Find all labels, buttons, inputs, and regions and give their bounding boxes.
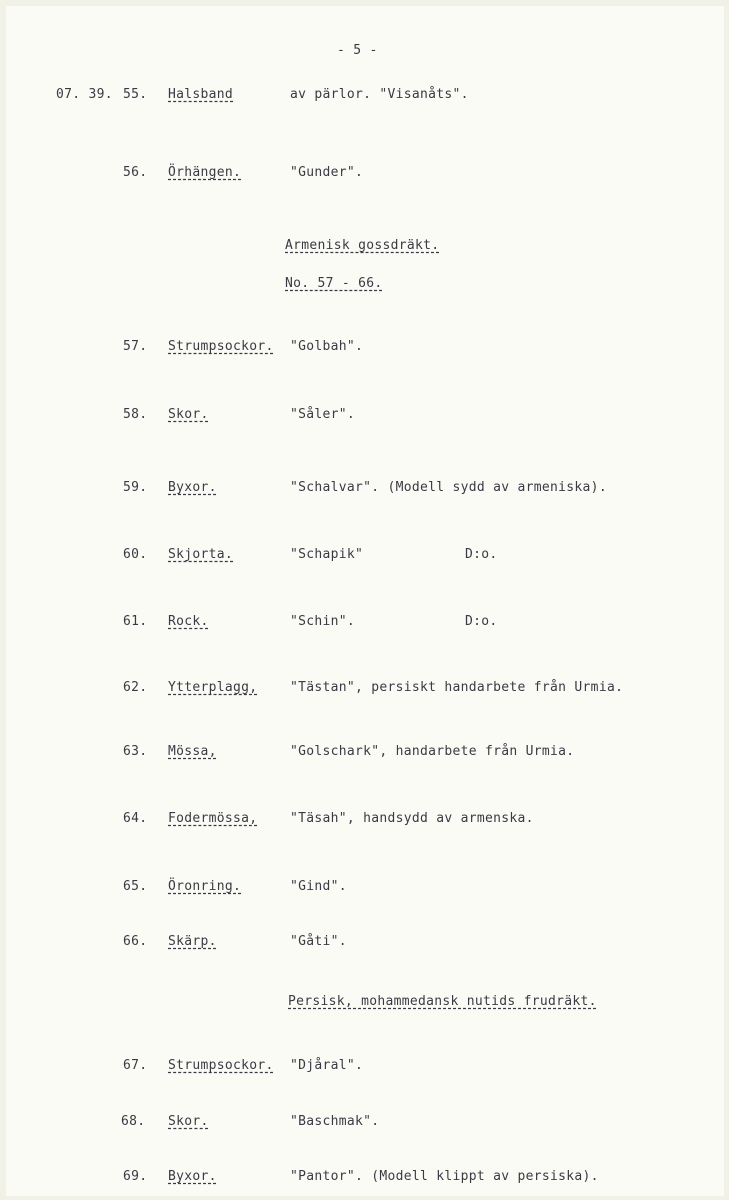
entry-number: 59. bbox=[123, 480, 148, 495]
entry-item: Rock. bbox=[168, 614, 209, 629]
entry-number: 65. bbox=[123, 879, 148, 894]
document-page bbox=[6, 6, 724, 1196]
entry-item: Ytterplagg, bbox=[168, 680, 258, 695]
entry-description: "Täsah", handsydd av armenska. bbox=[290, 811, 534, 826]
entry-item: Skjorta. bbox=[168, 547, 234, 562]
entry-number: 64. bbox=[123, 811, 148, 826]
page-number: - 5 - bbox=[337, 43, 378, 58]
section-heading-persian: Persisk, mohammedansk nutids frudräkt. bbox=[288, 994, 597, 1009]
entry-description: av pärlor. "Visanåts". bbox=[290, 87, 469, 102]
entry-description: "Golschark", handarbete från Urmia. bbox=[290, 744, 575, 759]
section-range: No. 57 - 66. bbox=[285, 276, 383, 291]
entry-item: Skärp. bbox=[168, 934, 217, 949]
catalog-prefix: 07. 39. bbox=[56, 87, 113, 102]
entry-item: Strumpsockor. bbox=[168, 339, 274, 354]
entry-item: Fodermössa, bbox=[168, 811, 258, 826]
entry-number: 67. bbox=[123, 1058, 148, 1073]
entry-description: "Schapik" bbox=[290, 547, 364, 562]
entry-description: "Gåti". bbox=[290, 934, 347, 949]
entry-description: "Pantor". (Modell klippt av persiska). bbox=[290, 1169, 599, 1184]
entry-description: "Golbah". bbox=[290, 339, 364, 354]
entry-note: D:o. bbox=[465, 547, 498, 562]
entry-description: "Gind". bbox=[290, 879, 347, 894]
entry-item: Mössa, bbox=[168, 744, 217, 759]
entry-number: 56. bbox=[123, 165, 148, 180]
entry-item: Skor. bbox=[168, 407, 209, 422]
entry-item: Byxor. bbox=[168, 480, 217, 495]
entry-item: Örhängen. bbox=[168, 165, 242, 180]
entry-item: Byxor. bbox=[168, 1169, 217, 1184]
entry-item: Öronring. bbox=[168, 879, 242, 894]
entry-number: 69. bbox=[123, 1169, 148, 1184]
entry-description: "Djåral". bbox=[290, 1058, 364, 1073]
entry-number: 57. bbox=[123, 339, 148, 354]
entry-number: 66. bbox=[123, 934, 148, 949]
entry-number: 68. bbox=[121, 1114, 146, 1129]
entry-description: "Såler". bbox=[290, 407, 356, 422]
entry-description: "Tästan", persiskt handarbete från Urmia. bbox=[290, 680, 624, 695]
section-heading-armenian: Armenisk gossdräkt. bbox=[285, 238, 440, 253]
entry-description: "Schin". bbox=[290, 614, 356, 629]
entry-item: Halsband bbox=[168, 87, 234, 102]
entry-number: 62. bbox=[123, 680, 148, 695]
entry-item: Skor. bbox=[168, 1114, 209, 1129]
entry-item: Strumpsockor. bbox=[168, 1058, 274, 1073]
entry-description: "Gunder". bbox=[290, 165, 364, 180]
entry-number: 61. bbox=[123, 614, 148, 629]
entry-description: "Schalvar". (Modell sydd av armeniska). bbox=[290, 480, 607, 495]
entry-number: 63. bbox=[123, 744, 148, 759]
entry-number: 60. bbox=[123, 547, 148, 562]
entry-note: D:o. bbox=[465, 614, 498, 629]
entry-number: 58. bbox=[123, 407, 148, 422]
entry-number: 55. bbox=[123, 87, 148, 102]
entry-description: "Baschmak". bbox=[290, 1114, 380, 1129]
